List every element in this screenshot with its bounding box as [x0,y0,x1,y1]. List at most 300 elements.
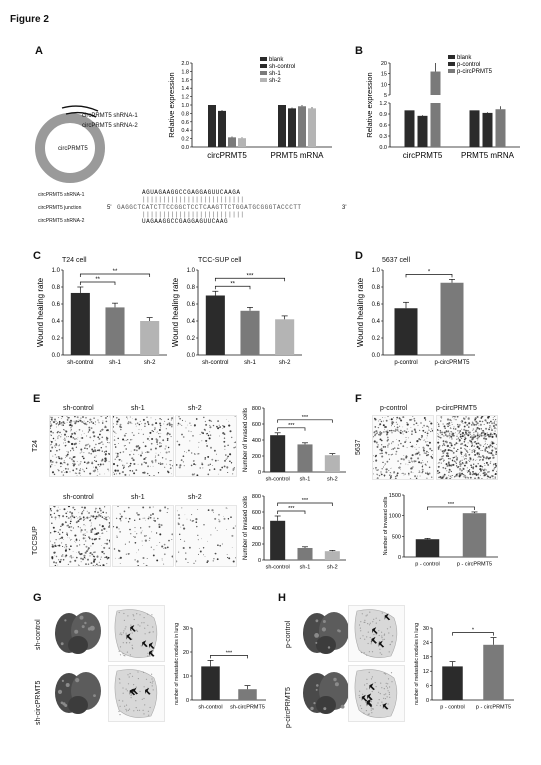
cell-dot [62,546,63,547]
cell-dot [227,456,229,458]
cell-dot [183,547,185,549]
cell-dot [131,451,132,452]
cell-dot [497,421,498,422]
cell-dot [73,456,75,458]
cell-dot [475,448,476,449]
cell-dot [54,505,56,507]
cell-dot [149,432,151,434]
cell-dot [376,474,377,475]
cell-dot [374,431,376,433]
tissue-dot [151,614,152,615]
cell-dot [107,416,108,417]
cell-dot [104,518,105,519]
cell-dot [95,516,96,517]
cell-dot [464,475,466,477]
panel-label-g: G [33,592,42,604]
cell-dot [66,546,68,548]
cell-dot [453,447,455,449]
tissue-dot [388,703,389,704]
tissue-dot [360,630,361,631]
cell-dot [78,520,79,521]
lung-nodule [316,619,319,622]
cell-dot [184,451,185,452]
cell-dot [135,542,137,544]
cell-dot [484,431,485,432]
tissue-dot [376,686,377,687]
cell-dot [214,518,216,520]
cell-dot [71,429,72,430]
cell-dot [390,468,391,469]
cell-dot [457,458,458,459]
cell-dot [70,420,72,422]
tissue-dot [133,684,134,685]
cell-dot [402,473,403,474]
x-tick-label: p - control [415,561,440,568]
cell-dot [74,509,75,510]
cell-dot [53,527,55,529]
cell-dot [493,478,494,479]
cell-dot [119,528,120,529]
cell-dot [473,434,474,435]
cell-dot [469,440,471,442]
bar [416,539,440,557]
cell-dot [82,431,83,432]
cell-dot [77,416,79,418]
cell-dot [98,422,99,423]
cell-dot [96,468,97,469]
tissue-dot [385,673,386,674]
cell-dot [142,557,144,559]
significance-label: ** [230,281,236,288]
cell-dot [496,444,497,445]
y-axis-label: number of metastatic nodules in lung [174,623,180,705]
cell-dot [379,449,380,450]
y-tick-label: 1.2 [379,101,387,107]
cell-dot [59,515,61,517]
cell-dot [89,555,90,556]
cell-dot [61,416,63,418]
cell-dot [229,430,231,432]
cell-dot [56,539,57,540]
cell-dot [81,437,83,439]
cell-dot [489,447,491,449]
cell-dot [228,557,230,559]
cell-dot [72,463,73,464]
lung-nodule [328,646,330,648]
cell-dot [438,439,439,440]
cell-dot [495,431,496,432]
cell-dot [386,433,388,435]
tissue-dot [131,694,132,695]
cell-dot [76,447,77,448]
cell-dot [81,562,82,563]
cell-dot [119,531,120,532]
cell-dot [454,457,455,458]
tissue-dot [368,632,369,633]
x-tick-label: sh-control [198,704,223,711]
tissue-dot [143,698,144,699]
cell-dot [58,469,59,470]
cell-dot [83,537,85,539]
cell-dot [205,440,207,442]
cell-dot [145,445,147,447]
cell-dot [454,476,455,477]
cell-dot [426,425,427,426]
cell-dot [455,461,456,462]
cell-dot [99,508,101,510]
tissue-dot [366,636,367,637]
cell-dot [496,466,497,467]
cell-dot [170,424,172,426]
cell-dot [103,429,104,430]
cell-dot [79,540,80,541]
cell-dot [389,459,390,460]
cell-dot [399,417,401,419]
cell-dot [56,556,57,557]
cell-dot [443,444,444,445]
g-row-sh-control: sh-control [35,619,42,650]
cell-dot [415,447,416,448]
cell-dot [120,429,122,431]
cell-dot [150,517,152,519]
cell-dot [419,430,420,431]
cell-dot [72,557,73,558]
cell-dot [197,509,198,510]
cell-dot [492,446,494,448]
cell-dot [60,526,61,527]
cell-dot [162,560,163,561]
cell-dot [70,436,72,438]
cell-dot [127,439,128,440]
cell-dot [125,518,126,519]
cell-dot [490,421,492,423]
micrograph-5637-p-circprmt5 [436,415,498,480]
cell-dot [227,472,228,473]
cell-dot [155,457,156,458]
cell-dot [381,444,382,445]
cell-dot [459,468,461,470]
histology-p-circprmt5 [348,665,405,722]
cell-dot [52,544,54,546]
cell-dot [69,457,71,459]
cell-dot [102,525,104,527]
cell-dot [235,557,236,558]
cell-dot [438,434,439,435]
cell-dot [465,432,467,434]
cell-dot [379,475,380,476]
cell-dot [471,466,473,468]
cell-dot [407,447,408,448]
cell-dot [53,421,55,423]
cell-dot [102,512,104,514]
cell-dot [385,468,387,470]
cell-dot [65,445,66,446]
cell-dot [160,428,161,429]
lung-nodule [61,702,64,705]
cell-dot [64,434,66,436]
cell-dot [234,442,235,443]
cell-dot [437,442,439,444]
cell-dot [63,559,65,561]
cell-dot [208,509,210,511]
cell-dot [379,419,380,420]
cell-dot [484,465,485,466]
cell-dot [375,468,376,469]
x-tick-label: sh-2 [326,476,338,483]
f-col-p-circprmt5: p-circPRMT5 [436,405,477,412]
y-tick-label: 0.0 [371,353,380,359]
cell-dot [478,478,479,479]
panel-c-sub2: TCC-SUP cell [198,257,242,264]
cell-dot [87,448,88,449]
tissue-dot [120,654,121,655]
significance-label: * [471,627,475,634]
cell-dot [68,537,69,538]
cell-dot [483,472,485,474]
cell-dot [397,460,399,462]
cell-dot [166,433,168,435]
cell-dot [226,507,227,508]
tissue-dot [379,635,380,636]
h-row-p-circprmt5: p-circPRMT5 [285,687,292,728]
cell-dot [486,462,488,464]
cell-dot [233,527,235,529]
cell-dot [61,471,63,473]
cell-dot [198,554,199,555]
cell-dot [78,551,79,552]
cell-dot [158,454,159,455]
cell-dot [105,446,107,448]
y-tick-label: 0 [257,470,261,476]
cell-dot [198,539,199,540]
tissue-dot [123,630,124,631]
micrograph-tccsup-sh-control [49,505,111,567]
cell-dot [465,438,467,440]
cell-dot [149,506,151,508]
f-col-p-control: p-control [380,405,408,412]
cell-dot [491,434,492,435]
cell-dot [460,439,461,440]
cell-dot [122,471,124,473]
cell-dot [83,520,84,521]
cell-dot [375,434,377,436]
cell-dot [81,507,83,509]
cell-dot [71,458,73,460]
cell-dot [458,437,459,438]
cell-dot [464,422,466,424]
cell-dot [182,524,184,526]
cell-dot [65,442,66,443]
cell-dot [454,419,455,420]
y-tick-label: 15 [380,71,387,78]
cell-dot [76,552,77,553]
cell-dot [55,421,56,422]
cell-dot [132,439,133,440]
cell-dot [119,426,121,428]
cell-dot [224,518,226,520]
cell-dot [414,475,416,477]
cell-dot [107,429,109,431]
cell-dot [463,476,464,477]
cell-dot [195,561,196,562]
tissue-dot [120,632,121,633]
cell-dot [117,470,119,472]
cell-dot [198,442,199,443]
cell-dot [213,512,214,513]
cell-dot [415,431,417,433]
cell-dot [65,523,66,524]
y-tick-label: 20 [380,61,387,67]
cell-dot [377,432,378,433]
cell-dot [65,468,67,470]
cell-dot [444,451,446,453]
cell-dot [54,555,55,556]
cell-dot [457,466,459,468]
cell-dot [488,457,490,459]
cell-dot [463,423,464,424]
cell-dot [219,545,221,547]
tissue-dot [145,633,146,634]
cell-dot [98,449,100,451]
cell-dot [66,516,67,517]
cell-dot [209,431,210,432]
cell-dot [59,450,60,451]
cell-dot [487,471,489,473]
cell-dot [155,422,157,424]
cell-dot [382,462,383,463]
cell-dot [376,433,377,434]
cell-dot [184,465,185,466]
cell-dot [487,416,489,418]
cell-dot [51,435,52,436]
cell-dot [476,438,477,439]
cell-dot [50,441,51,442]
cell-dot [171,473,172,474]
cell-dot [427,472,428,473]
cell-dot [210,447,212,449]
cell-dot [394,430,396,432]
cell-dot [495,452,496,453]
tissue-dot [135,700,136,701]
cell-dot [467,446,468,447]
cell-dot [87,559,89,561]
cell-dot [91,449,93,451]
cell-dot [450,427,451,428]
cell-dot [87,511,88,512]
tissue-dot [362,635,363,636]
cell-dot [492,442,494,444]
cell-dot [59,432,60,433]
cell-dot [473,424,475,426]
tissue-dot [125,628,126,629]
cell-dot [52,432,53,433]
cell-dot [51,516,53,518]
cell-dot [71,557,72,558]
cell-dot [474,449,475,450]
cell-dot [479,436,481,438]
cell-dot [181,425,182,426]
cell-dot [380,471,381,472]
cell-dot [130,533,131,534]
tissue-dot [131,630,132,631]
cell-dot [91,427,93,429]
tissue-dot [136,613,137,614]
cell-dot [484,444,485,445]
cell-dot [150,466,151,467]
tissue-dot [366,679,367,680]
cell-dot [49,421,51,423]
cell-dot [464,437,465,438]
cell-dot [89,422,90,423]
cell-dot [393,472,394,473]
cell-dot [119,518,121,520]
cell-dot [407,428,408,429]
cell-dot [88,547,90,549]
cell-dot [159,526,161,528]
cell-dot [467,434,469,436]
cell-dot [178,423,180,425]
x-tick-label: PRMT5 mRNA [270,151,324,160]
cell-dot [449,469,450,470]
cell-dot [96,563,98,565]
cell-dot [80,448,82,450]
tissue-dot [384,694,385,695]
cell-dot [137,445,139,447]
cell-dot [50,434,51,435]
cell-dot [395,478,397,480]
cell-dot [104,557,105,558]
cell-dot [67,535,68,536]
cell-dot [159,542,160,543]
panel-label-d: D [355,250,363,262]
cell-dot [95,518,97,520]
cell-dot [381,449,383,451]
cell-dot [396,429,398,431]
cell-dot [422,469,424,471]
tissue-dot [130,673,131,674]
cell-dot [377,446,379,448]
cell-dot [484,433,486,435]
cell-dot [206,562,207,563]
cell-dot [142,545,143,546]
cell-dot [89,517,90,518]
bar-low-segment [431,103,441,147]
cell-dot [178,444,180,446]
cell-dot [160,452,161,453]
cell-dot [475,435,476,436]
cell-dot [215,460,217,462]
cell-dot [405,464,406,465]
cell-dot [168,451,169,452]
cell-dot [464,426,466,428]
cell-dot [450,443,452,445]
cell-dot [416,444,417,445]
chart-e2-invasion-tccsup [240,488,350,573]
cell-dot [193,520,194,521]
cell-dot [488,418,489,419]
cell-dot [116,433,117,434]
cell-dot [136,426,137,427]
cell-dot [133,463,135,465]
cell-dot [146,565,148,567]
cell-dot [463,468,464,469]
cell-dot [452,450,454,452]
cell-dot [152,462,153,463]
cell-dot [60,423,61,424]
cell-dot [64,508,66,510]
cell-dot [97,436,99,438]
cell-dot [396,417,398,419]
